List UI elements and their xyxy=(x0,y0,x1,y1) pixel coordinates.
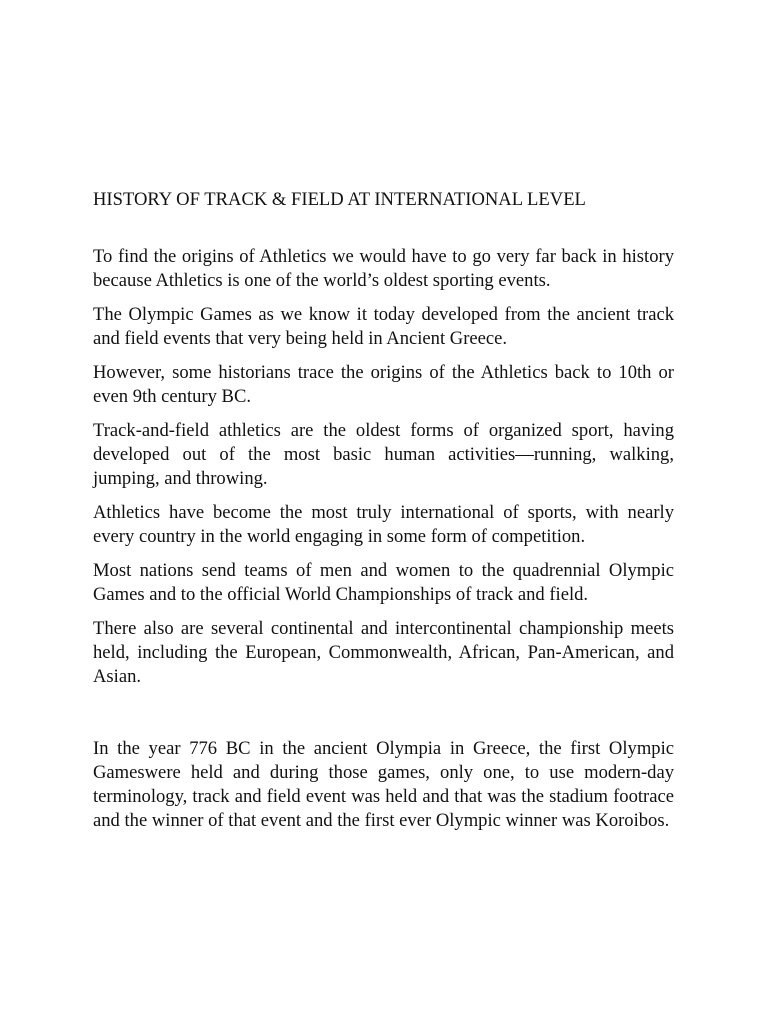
paragraph-historians: However, some historians trace the origins of the Athletics back to 10th or even 9th century BC. xyxy=(93,362,674,407)
paragraph-776-bc: In the year 776 BC in the ancient Olympia in Greece, the first Olympic Gameswere held and during those games, only one, to use modern-day terminology, track and field event was held and that was the stadium footrace and the winner of that event and the first ever Olympic winner was Koroibos. xyxy=(93,738,674,831)
paragraph-championships: There also are several continental and intercontinental championship meets held, including the European, Commonwealth, African, Pan-American, and Asian. xyxy=(93,618,674,687)
paragraph-international: Athletics have become the most truly international of sports, with nearly every country in the world engaging in some form of competition. xyxy=(93,502,674,547)
document-page xyxy=(93,188,674,843)
paragraph-olympic-games: The Olympic Games as we know it today developed from the ancient track and field events that very being held in Ancient Greece. xyxy=(93,304,674,349)
paragraph-origins: To find the origins of Athletics we would have to go very far back in history because Athletics is one of the world’s oldest sporting events. xyxy=(93,246,674,291)
document-title: HISTORY OF TRACK & FIELD AT INTERNATIONAL LEVEL xyxy=(93,189,586,210)
paragraph-oldest-forms: Track-and-field athletics are the oldest forms of organized sport, having developed out of the most basic human activities—running, walking, jumping, and throwing. xyxy=(93,420,674,489)
paragraph-nations: Most nations send teams of men and women to the quadrennial Olympic Games and to the official World Championships of track and field. xyxy=(93,560,674,605)
